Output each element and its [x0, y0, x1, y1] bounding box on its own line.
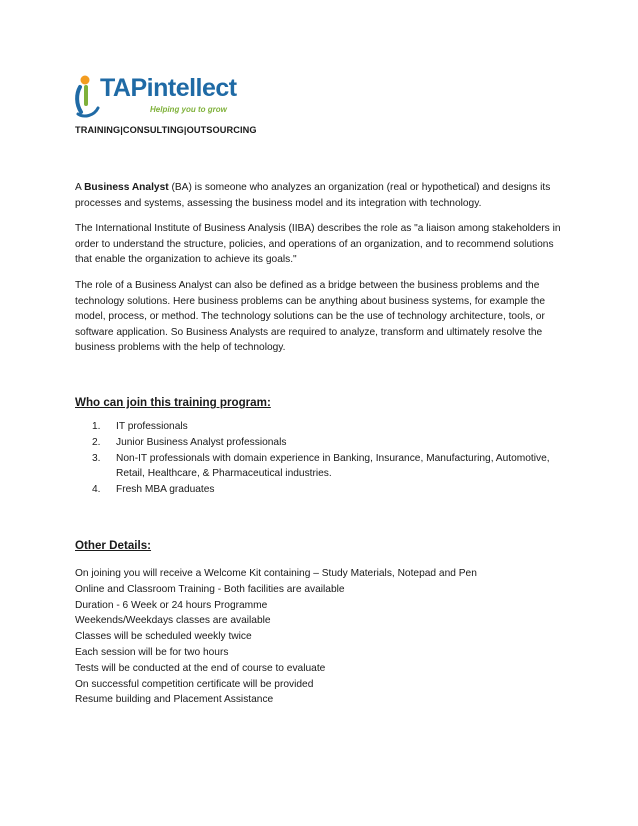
- detail-line: On joining you will receive a Welcome Kit containing – Study Materials, Notepad and Pen: [75, 568, 477, 579]
- who-can-join-list: [92, 419, 552, 498]
- detail-line: Tests will be conducted at the end of course to evaluate: [75, 662, 326, 674]
- who-can-join-heading: Who can join this training program:: [75, 396, 271, 409]
- company-logo: [74, 72, 254, 120]
- intro-p1-rest: (BA) is someone who analyzes an organization (real or hypothetical) and designs its processes and systems, assessing the business model and its integration with technology.: [75, 182, 551, 209]
- intro-p1-prefix: A: [75, 182, 85, 193]
- services-line: TRAINING|CONSULTING|OUTSOURCING: [75, 125, 257, 135]
- list-item-number: 3.: [92, 452, 101, 464]
- intro-paragraph-3: The role of a Business Analyst can also be defined as a bridge between the business problems and the technology solutions. Here business problems can be anything about business systems, for example the model, process, or method. The technology solutions can be the use of technology architecture, tools, or software application. So Business Analysts are required to analyze, transform and ultimately resolve the business problems with the help of technology.: [75, 280, 546, 354]
- detail-line: Duration - 6 Week or 24 hours Programme: [75, 599, 268, 611]
- intro-paragraph-2: The International Institute of Business Analysis (IIBA) describes the role as "a liaison among stakeholders in order to understand the structure, policies, and operations of an organization, and to recommend solutions that enable the organization to achieve its goals.": [75, 223, 561, 266]
- other-details-list: [75, 566, 477, 708]
- detail-line: On successful competition certificate will be provided: [75, 678, 314, 690]
- detail-line: Each session will be for two hours: [75, 646, 229, 658]
- list-item: [92, 451, 552, 483]
- list-item-text: Fresh MBA graduates: [116, 484, 215, 496]
- list-item-text: Non-IT professionals with domain experience in Banking, Insurance, Manufacturing, Automotive, Retail, Healthcare, & Pharmaceutical industries.: [116, 452, 550, 480]
- intro-paragraph-1: [75, 180, 565, 211]
- detail-line: Online and Classroom Training - Both facilities are available: [75, 583, 345, 595]
- logo-brand-prefix: TAP: [100, 74, 147, 102]
- logo-brand-suffix: intellect: [146, 74, 237, 102]
- logo-wordmark: [100, 74, 237, 103]
- other-details-heading: Other Details:: [75, 539, 152, 552]
- list-item-number: 1.: [92, 421, 101, 432]
- list-item-number: 2.: [92, 436, 101, 448]
- list-item: [92, 419, 552, 435]
- list-item: [92, 435, 552, 451]
- detail-line: Weekends/Weekdays classes are available: [75, 615, 271, 627]
- list-item-text: Junior Business Analyst professionals: [116, 436, 287, 448]
- person-logo-icon: [74, 74, 102, 118]
- list-item-number: 4.: [92, 484, 101, 496]
- logo-tagline: Helping you to grow: [150, 105, 227, 114]
- detail-line: Classes will be scheduled weekly twice: [75, 631, 252, 643]
- list-item-text: IT professionals: [116, 421, 188, 432]
- detail-line: Resume building and Placement Assistance: [75, 694, 274, 706]
- list-item: [92, 482, 552, 498]
- intro-p1-bold: Business Analyst: [84, 182, 169, 193]
